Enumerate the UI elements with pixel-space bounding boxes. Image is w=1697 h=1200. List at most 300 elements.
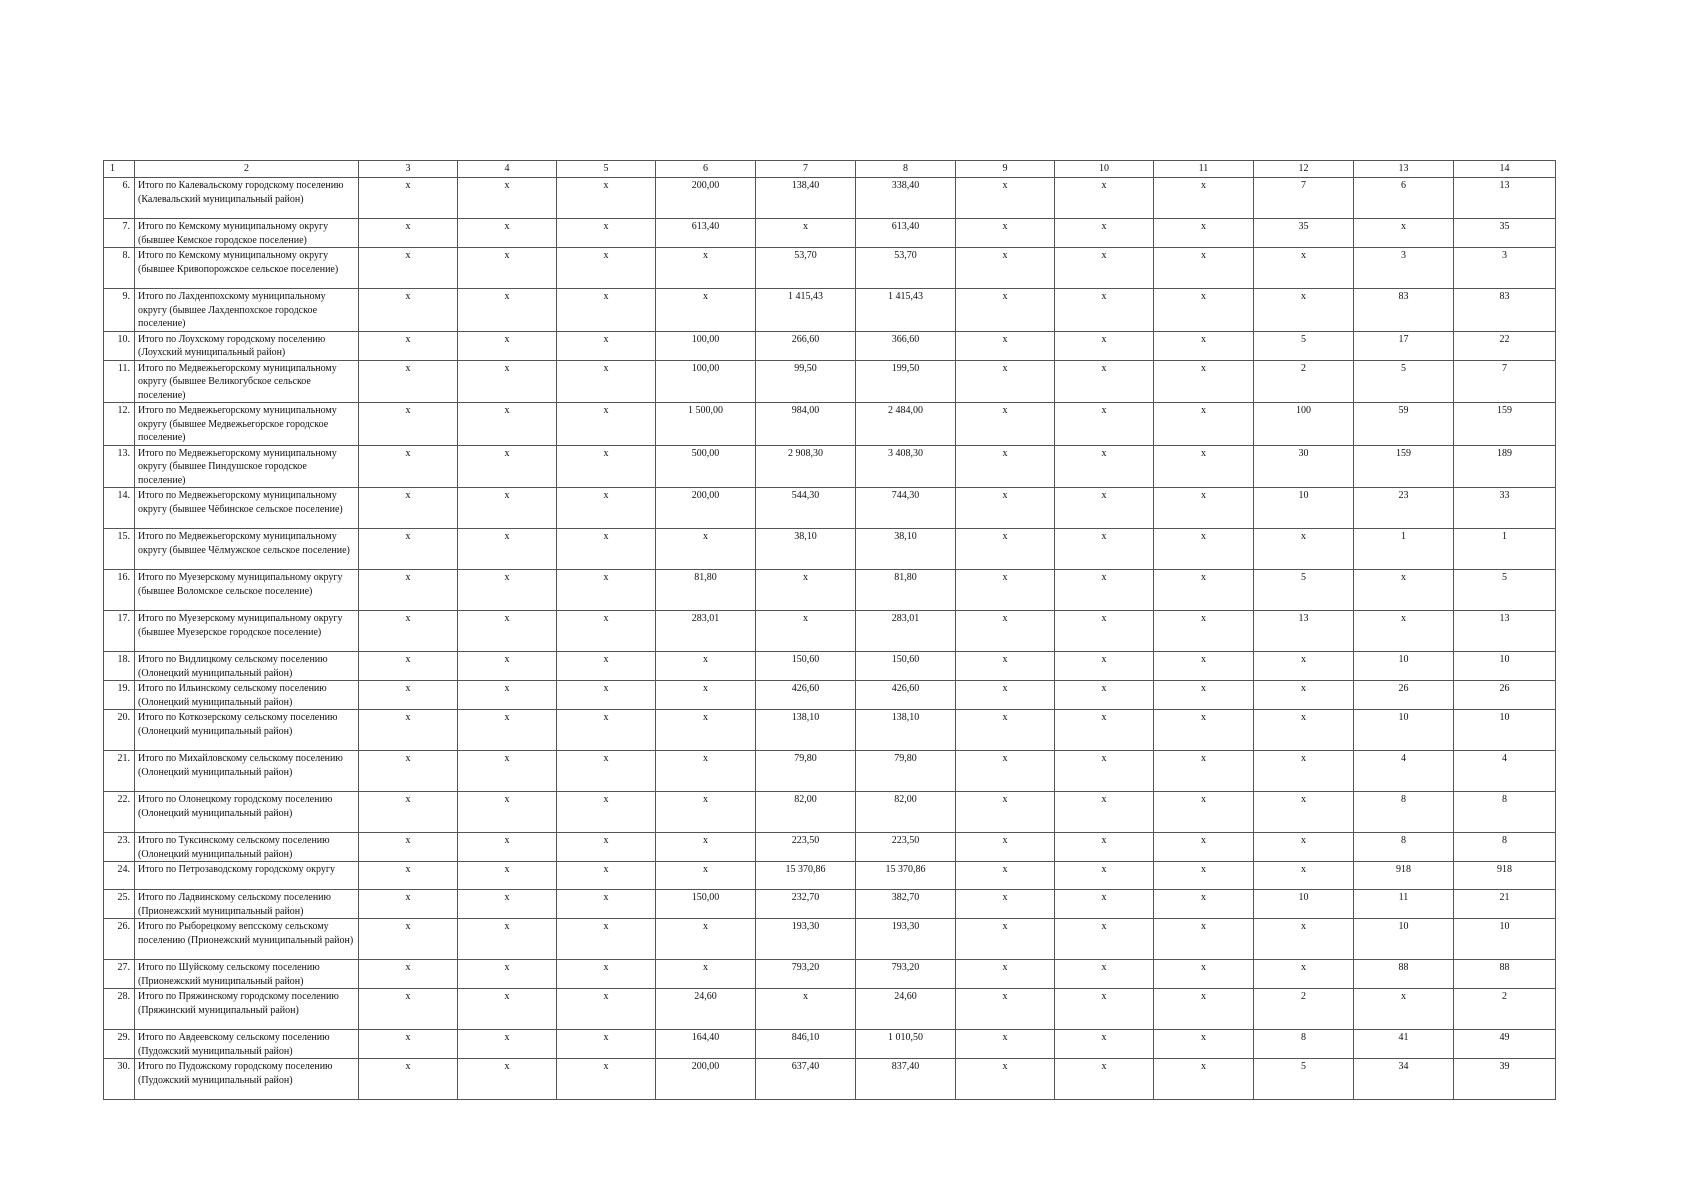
row-label: Итого по Медвежьегорскому муниципальному округу (бывшее Чёбинское сельское поселение) <box>135 488 359 529</box>
table-cell: 3 <box>1354 248 1454 289</box>
table-cell: х <box>1254 529 1354 570</box>
table-cell: 6 <box>1354 178 1454 219</box>
table-cell: 5 <box>1254 1059 1354 1100</box>
table-cell: х <box>1154 890 1254 919</box>
row-number: 24. <box>104 862 135 890</box>
table-cell: х <box>956 862 1055 890</box>
row-number: 23. <box>104 833 135 862</box>
table-cell: х <box>956 890 1055 919</box>
table-cell: х <box>956 1030 1055 1059</box>
table-cell: 39 <box>1454 1059 1556 1100</box>
row-label: Итого по Кемскому муниципальному округу (бывшее Кемское городское поселение) <box>135 219 359 248</box>
column-number: 6 <box>656 161 756 178</box>
row-number: 20. <box>104 710 135 751</box>
row-number: 30. <box>104 1059 135 1100</box>
table-cell: х <box>359 833 458 862</box>
table-cell: 918 <box>1354 862 1454 890</box>
column-number: 1 <box>104 161 135 178</box>
table-cell: х <box>1154 960 1254 989</box>
table-cell: х <box>956 219 1055 248</box>
table-cell: х <box>1154 331 1254 360</box>
table-cell: х <box>1055 611 1154 652</box>
table-cell: х <box>1354 219 1454 248</box>
table-cell: х <box>1354 611 1454 652</box>
row-label: Итого по Туксинскому сельскому поселению (Олонецкий муниципальный район) <box>135 833 359 862</box>
table-cell: х <box>1055 360 1154 403</box>
table-cell: 83 <box>1354 289 1454 332</box>
row-label: Итого по Рыборецкому вепсскому сельскому поселению (Прионежский муниципальный район) <box>135 919 359 960</box>
table-cell: 10 <box>1254 890 1354 919</box>
row-label: Итого по Лахденпохскому муниципальному округу (бывшее Лахденпохское городское поселение) <box>135 289 359 332</box>
table-cell: 138,40 <box>756 178 856 219</box>
table-row <box>104 611 1556 652</box>
table-cell: х <box>557 890 656 919</box>
table-cell: 38,10 <box>756 529 856 570</box>
table-cell: х <box>656 289 756 332</box>
table-cell: х <box>1154 792 1254 833</box>
row-label: Итого по Авдеевскому сельскому поселению (Пудожский муниципальный район) <box>135 1030 359 1059</box>
table-cell: х <box>756 989 856 1030</box>
table-cell: 266,60 <box>756 331 856 360</box>
table-cell: 1 415,43 <box>856 289 956 332</box>
table-cell: х <box>458 681 557 710</box>
table-cell: х <box>1154 710 1254 751</box>
table-cell: х <box>557 529 656 570</box>
table-cell: 5 <box>1354 360 1454 403</box>
table-cell: 100,00 <box>656 360 756 403</box>
table-cell: 283,01 <box>656 611 756 652</box>
table-cell: х <box>956 248 1055 289</box>
table-cell: х <box>458 710 557 751</box>
table-cell: х <box>1055 331 1154 360</box>
table-cell: 200,00 <box>656 178 756 219</box>
table-row <box>104 1030 1556 1059</box>
table-cell: 53,70 <box>756 248 856 289</box>
table-cell: х <box>656 710 756 751</box>
table-cell: х <box>359 219 458 248</box>
table-cell: х <box>1055 178 1154 219</box>
table-cell: 159 <box>1454 403 1556 446</box>
table-cell: х <box>359 445 458 488</box>
table-cell: х <box>359 751 458 792</box>
table-cell: х <box>458 219 557 248</box>
table-cell: х <box>956 833 1055 862</box>
table-cell: 193,30 <box>756 919 856 960</box>
table-cell: х <box>956 960 1055 989</box>
table-cell: 10 <box>1454 652 1556 681</box>
row-label: Итого по Муезерскому муниципальному округу (бывшее Муезерское городское поселение) <box>135 611 359 652</box>
table-cell: 2 908,30 <box>756 445 856 488</box>
table-cell: х <box>1055 289 1154 332</box>
table-cell: х <box>1055 403 1154 446</box>
table-cell: х <box>656 960 756 989</box>
table-cell: 164,40 <box>656 1030 756 1059</box>
table-cell: 82,00 <box>756 792 856 833</box>
table-cell: 138,10 <box>756 710 856 751</box>
table-cell: 59 <box>1354 403 1454 446</box>
row-label: Итого по Петрозаводскому городскому округу <box>135 862 359 890</box>
table-cell: 744,30 <box>856 488 956 529</box>
table-cell: х <box>359 989 458 1030</box>
row-label: Итого по Олонецкому городскому поселению (Олонецкий муниципальный район) <box>135 792 359 833</box>
table-cell: 426,60 <box>856 681 956 710</box>
table-cell: х <box>956 652 1055 681</box>
table-cell: х <box>956 289 1055 332</box>
table-cell: х <box>1055 792 1154 833</box>
row-number: 18. <box>104 652 135 681</box>
table-cell: 10 <box>1254 488 1354 529</box>
table-cell: х <box>359 710 458 751</box>
table-cell: х <box>557 611 656 652</box>
table-cell: х <box>1055 652 1154 681</box>
table-cell: х <box>756 570 856 611</box>
table-cell: 5 <box>1254 570 1354 611</box>
table-cell: 100 <box>1254 403 1354 446</box>
table-cell: 232,70 <box>756 890 856 919</box>
table-cell: х <box>359 1059 458 1100</box>
table-cell: 83 <box>1454 289 1556 332</box>
table-cell: х <box>956 989 1055 1030</box>
column-number: 5 <box>557 161 656 178</box>
row-number: 7. <box>104 219 135 248</box>
table-cell: 159 <box>1354 445 1454 488</box>
table-row <box>104 445 1556 488</box>
table-cell: х <box>1055 751 1154 792</box>
table-row <box>104 833 1556 862</box>
table-cell: х <box>656 529 756 570</box>
budget-summary-table <box>103 160 1556 1100</box>
table-row <box>104 331 1556 360</box>
table-cell: х <box>656 248 756 289</box>
table-cell: х <box>956 570 1055 611</box>
table-cell: х <box>956 529 1055 570</box>
table-cell: х <box>458 890 557 919</box>
table-cell: 88 <box>1354 960 1454 989</box>
table-cell: 10 <box>1454 919 1556 960</box>
table-cell: х <box>458 1059 557 1100</box>
table-cell: х <box>557 289 656 332</box>
row-label: Итого по Муезерскому муниципальному округу (бывшее Воломское сельское поселение) <box>135 570 359 611</box>
row-label: Итого по Медвежьегорскому муниципальному округу (бывшее Медвежьегорское городское поселение) <box>135 403 359 446</box>
table-cell: 544,30 <box>756 488 856 529</box>
table-cell: х <box>359 403 458 446</box>
row-number: 27. <box>104 960 135 989</box>
table-cell: х <box>1055 248 1154 289</box>
table-cell: х <box>1154 652 1254 681</box>
row-number: 15. <box>104 529 135 570</box>
table-cell: х <box>1055 890 1154 919</box>
table-cell: 138,10 <box>856 710 956 751</box>
table-row <box>104 178 1556 219</box>
table-cell: 984,00 <box>756 403 856 446</box>
table-row <box>104 289 1556 332</box>
row-label: Итого по Лоухскому городскому поселению (Лоухский муниципальный район) <box>135 331 359 360</box>
row-number: 28. <box>104 989 135 1030</box>
table-cell: х <box>756 219 856 248</box>
row-number: 12. <box>104 403 135 446</box>
table-cell: 33 <box>1454 488 1556 529</box>
table-row <box>104 1059 1556 1100</box>
table-cell: 150,60 <box>856 652 956 681</box>
table-cell: 13 <box>1254 611 1354 652</box>
table-cell: 15 370,86 <box>856 862 956 890</box>
table-cell: 223,50 <box>756 833 856 862</box>
table-cell: 26 <box>1454 681 1556 710</box>
table-cell: х <box>1254 710 1354 751</box>
row-label: Итого по Ладвинскому сельскому поселению (Прионежский муниципальный район) <box>135 890 359 919</box>
table-cell: 4 <box>1454 751 1556 792</box>
row-label: Итого по Медвежьегорскому муниципальному округу (бывшее Пиндушское городское поселение) <box>135 445 359 488</box>
table-cell: 7 <box>1454 360 1556 403</box>
table-cell: х <box>359 611 458 652</box>
table-cell: 426,60 <box>756 681 856 710</box>
table-cell: х <box>458 833 557 862</box>
table-cell: х <box>458 611 557 652</box>
column-number: 7 <box>756 161 856 178</box>
column-number: 13 <box>1354 161 1454 178</box>
table-cell: х <box>1254 751 1354 792</box>
table-cell: 200,00 <box>656 488 756 529</box>
table-cell: 3 408,30 <box>856 445 956 488</box>
table-cell: 88 <box>1454 960 1556 989</box>
table-cell: х <box>458 248 557 289</box>
table-cell: х <box>1254 792 1354 833</box>
table-cell: х <box>359 862 458 890</box>
table-cell: 5 <box>1454 570 1556 611</box>
table-cell: х <box>956 331 1055 360</box>
table-cell: 4 <box>1354 751 1454 792</box>
table-cell: х <box>359 652 458 681</box>
table-cell: х <box>458 488 557 529</box>
table-cell: х <box>956 681 1055 710</box>
table-cell: х <box>1254 960 1354 989</box>
table-cell: х <box>359 360 458 403</box>
table-cell: х <box>1254 652 1354 681</box>
table-cell: 30 <box>1254 445 1354 488</box>
table-cell: 223,50 <box>856 833 956 862</box>
table-cell: 49 <box>1454 1030 1556 1059</box>
table-row <box>104 919 1556 960</box>
table-cell: х <box>359 529 458 570</box>
table-cell: 7 <box>1254 178 1354 219</box>
table-cell: 35 <box>1454 219 1556 248</box>
table-row <box>104 862 1556 890</box>
row-label: Итого по Коткозерскому сельскому поселению (Олонецкий муниципальный район) <box>135 710 359 751</box>
table-cell: 8 <box>1454 833 1556 862</box>
column-number: 10 <box>1055 161 1154 178</box>
table-cell: х <box>1055 681 1154 710</box>
table-cell: х <box>1154 403 1254 446</box>
table-cell: 15 370,86 <box>756 862 856 890</box>
table-cell: х <box>1154 445 1254 488</box>
table-cell: 8 <box>1354 833 1454 862</box>
table-cell: х <box>1154 681 1254 710</box>
table-cell: х <box>458 1030 557 1059</box>
table-cell: х <box>1254 833 1354 862</box>
table-cell: х <box>557 570 656 611</box>
table-cell: 1 415,43 <box>756 289 856 332</box>
table-cell: х <box>458 331 557 360</box>
column-number: 14 <box>1454 161 1556 178</box>
table-cell: х <box>1154 611 1254 652</box>
table-cell: 338,40 <box>856 178 956 219</box>
table-cell: х <box>557 248 656 289</box>
table-cell: х <box>557 989 656 1030</box>
table-cell: х <box>557 360 656 403</box>
table-cell: х <box>359 488 458 529</box>
table-cell: 23 <box>1354 488 1454 529</box>
table-cell: х <box>359 919 458 960</box>
table-cell: х <box>458 178 557 219</box>
row-number: 16. <box>104 570 135 611</box>
table-cell: х <box>359 890 458 919</box>
table-cell: х <box>557 681 656 710</box>
table-cell: 79,80 <box>856 751 956 792</box>
row-label: Итого по Калевальскому городскому поселению (Калевальский муниципальный район) <box>135 178 359 219</box>
table-row <box>104 529 1556 570</box>
table-cell: 17 <box>1354 331 1454 360</box>
table-cell: 2 <box>1254 360 1354 403</box>
table-cell: х <box>557 710 656 751</box>
table-cell: х <box>557 1030 656 1059</box>
table-cell: х <box>1154 1059 1254 1100</box>
table-cell: х <box>359 1030 458 1059</box>
row-label: Итого по Медвежьегорскому муниципальному округу (бывшее Чёлмужское сельское поселение) <box>135 529 359 570</box>
row-label: Итого по Медвежьегорскому муниципальному округу (бывшее Великогубское сельское поселение) <box>135 360 359 403</box>
table-cell: 1 500,00 <box>656 403 756 446</box>
table-cell: х <box>1055 529 1154 570</box>
row-number: 10. <box>104 331 135 360</box>
row-label: Итого по Пудожскому городскому поселению (Пудожский муниципальный район) <box>135 1059 359 1100</box>
column-number: 3 <box>359 161 458 178</box>
table-row <box>104 989 1556 1030</box>
table-cell: 1 <box>1354 529 1454 570</box>
column-number: 12 <box>1254 161 1354 178</box>
table-cell: 81,80 <box>656 570 756 611</box>
table-cell: х <box>1055 445 1154 488</box>
table-cell: 8 <box>1254 1030 1354 1059</box>
table-row <box>104 570 1556 611</box>
table-cell: 10 <box>1454 710 1556 751</box>
table-cell: х <box>1055 710 1154 751</box>
table-cell: х <box>656 652 756 681</box>
column-number-row <box>104 161 1556 178</box>
table-cell: х <box>1154 178 1254 219</box>
column-number: 8 <box>856 161 956 178</box>
row-label: Итого по Кемскому муниципальному округу (бывшее Кривопорожское сельское поселение) <box>135 248 359 289</box>
table-cell: х <box>1154 529 1254 570</box>
table-cell: х <box>956 710 1055 751</box>
row-label: Итого по Ильинскому сельскому поселению (Олонецкий муниципальный район) <box>135 681 359 710</box>
table-cell: х <box>956 611 1055 652</box>
table-cell: 150,60 <box>756 652 856 681</box>
row-number: 13. <box>104 445 135 488</box>
table-cell: х <box>1154 1030 1254 1059</box>
table-cell: х <box>1154 751 1254 792</box>
table-cell: х <box>557 1059 656 1100</box>
table-row <box>104 403 1556 446</box>
table-cell: х <box>1154 219 1254 248</box>
table-cell: х <box>956 1059 1055 1100</box>
table-cell: 837,40 <box>856 1059 956 1100</box>
table-cell: 79,80 <box>756 751 856 792</box>
table-cell: 35 <box>1254 219 1354 248</box>
table-row <box>104 710 1556 751</box>
table-cell: х <box>458 652 557 681</box>
table-cell: 613,40 <box>656 219 756 248</box>
table-cell: 150,00 <box>656 890 756 919</box>
table-cell: х <box>656 833 756 862</box>
table-cell: х <box>557 792 656 833</box>
table-cell: х <box>359 681 458 710</box>
table-cell: х <box>1055 570 1154 611</box>
table-cell: 637,40 <box>756 1059 856 1100</box>
table-cell: х <box>1055 488 1154 529</box>
table-cell: х <box>1154 862 1254 890</box>
table-cell: х <box>359 178 458 219</box>
row-number: 29. <box>104 1030 135 1059</box>
table-cell: х <box>557 219 656 248</box>
table-cell: х <box>359 570 458 611</box>
table-cell: х <box>656 919 756 960</box>
table-cell: х <box>1055 1030 1154 1059</box>
table-cell: х <box>1154 570 1254 611</box>
table-cell: х <box>1154 289 1254 332</box>
column-number: 4 <box>458 161 557 178</box>
table-cell: х <box>1055 833 1154 862</box>
table-cell: х <box>956 403 1055 446</box>
table-cell: 10 <box>1354 710 1454 751</box>
table-cell: х <box>1055 989 1154 1030</box>
table-cell: х <box>956 488 1055 529</box>
table-cell: 793,20 <box>856 960 956 989</box>
table-cell: х <box>956 178 1055 219</box>
table-cell: 366,60 <box>856 331 956 360</box>
table-cell: х <box>956 751 1055 792</box>
row-label: Итого по Пряжинскому городскому поселению (Пряжинский муниципальный район) <box>135 989 359 1030</box>
table-cell: 199,50 <box>856 360 956 403</box>
table-cell: 193,30 <box>856 919 956 960</box>
table-cell: 11 <box>1354 890 1454 919</box>
table-cell: 21 <box>1454 890 1556 919</box>
table-cell: х <box>1154 360 1254 403</box>
table-cell: х <box>557 331 656 360</box>
table-cell: х <box>458 403 557 446</box>
row-number: 8. <box>104 248 135 289</box>
table-cell: 8 <box>1454 792 1556 833</box>
table-cell: х <box>1254 862 1354 890</box>
table-cell: 283,01 <box>856 611 956 652</box>
table-cell: 10 <box>1354 652 1454 681</box>
row-number: 14. <box>104 488 135 529</box>
table-cell: х <box>1154 248 1254 289</box>
table-row <box>104 360 1556 403</box>
table-cell: х <box>1055 919 1154 960</box>
column-number: 11 <box>1154 161 1254 178</box>
table-cell: х <box>557 919 656 960</box>
table-row <box>104 219 1556 248</box>
table-cell: х <box>359 792 458 833</box>
table-cell: х <box>557 403 656 446</box>
table-cell: х <box>1354 989 1454 1030</box>
table-cell: 8 <box>1354 792 1454 833</box>
table-cell: х <box>359 289 458 332</box>
table-cell: х <box>956 445 1055 488</box>
table-cell: х <box>557 751 656 792</box>
table-cell: х <box>458 989 557 1030</box>
row-number: 26. <box>104 919 135 960</box>
table-cell: х <box>557 833 656 862</box>
